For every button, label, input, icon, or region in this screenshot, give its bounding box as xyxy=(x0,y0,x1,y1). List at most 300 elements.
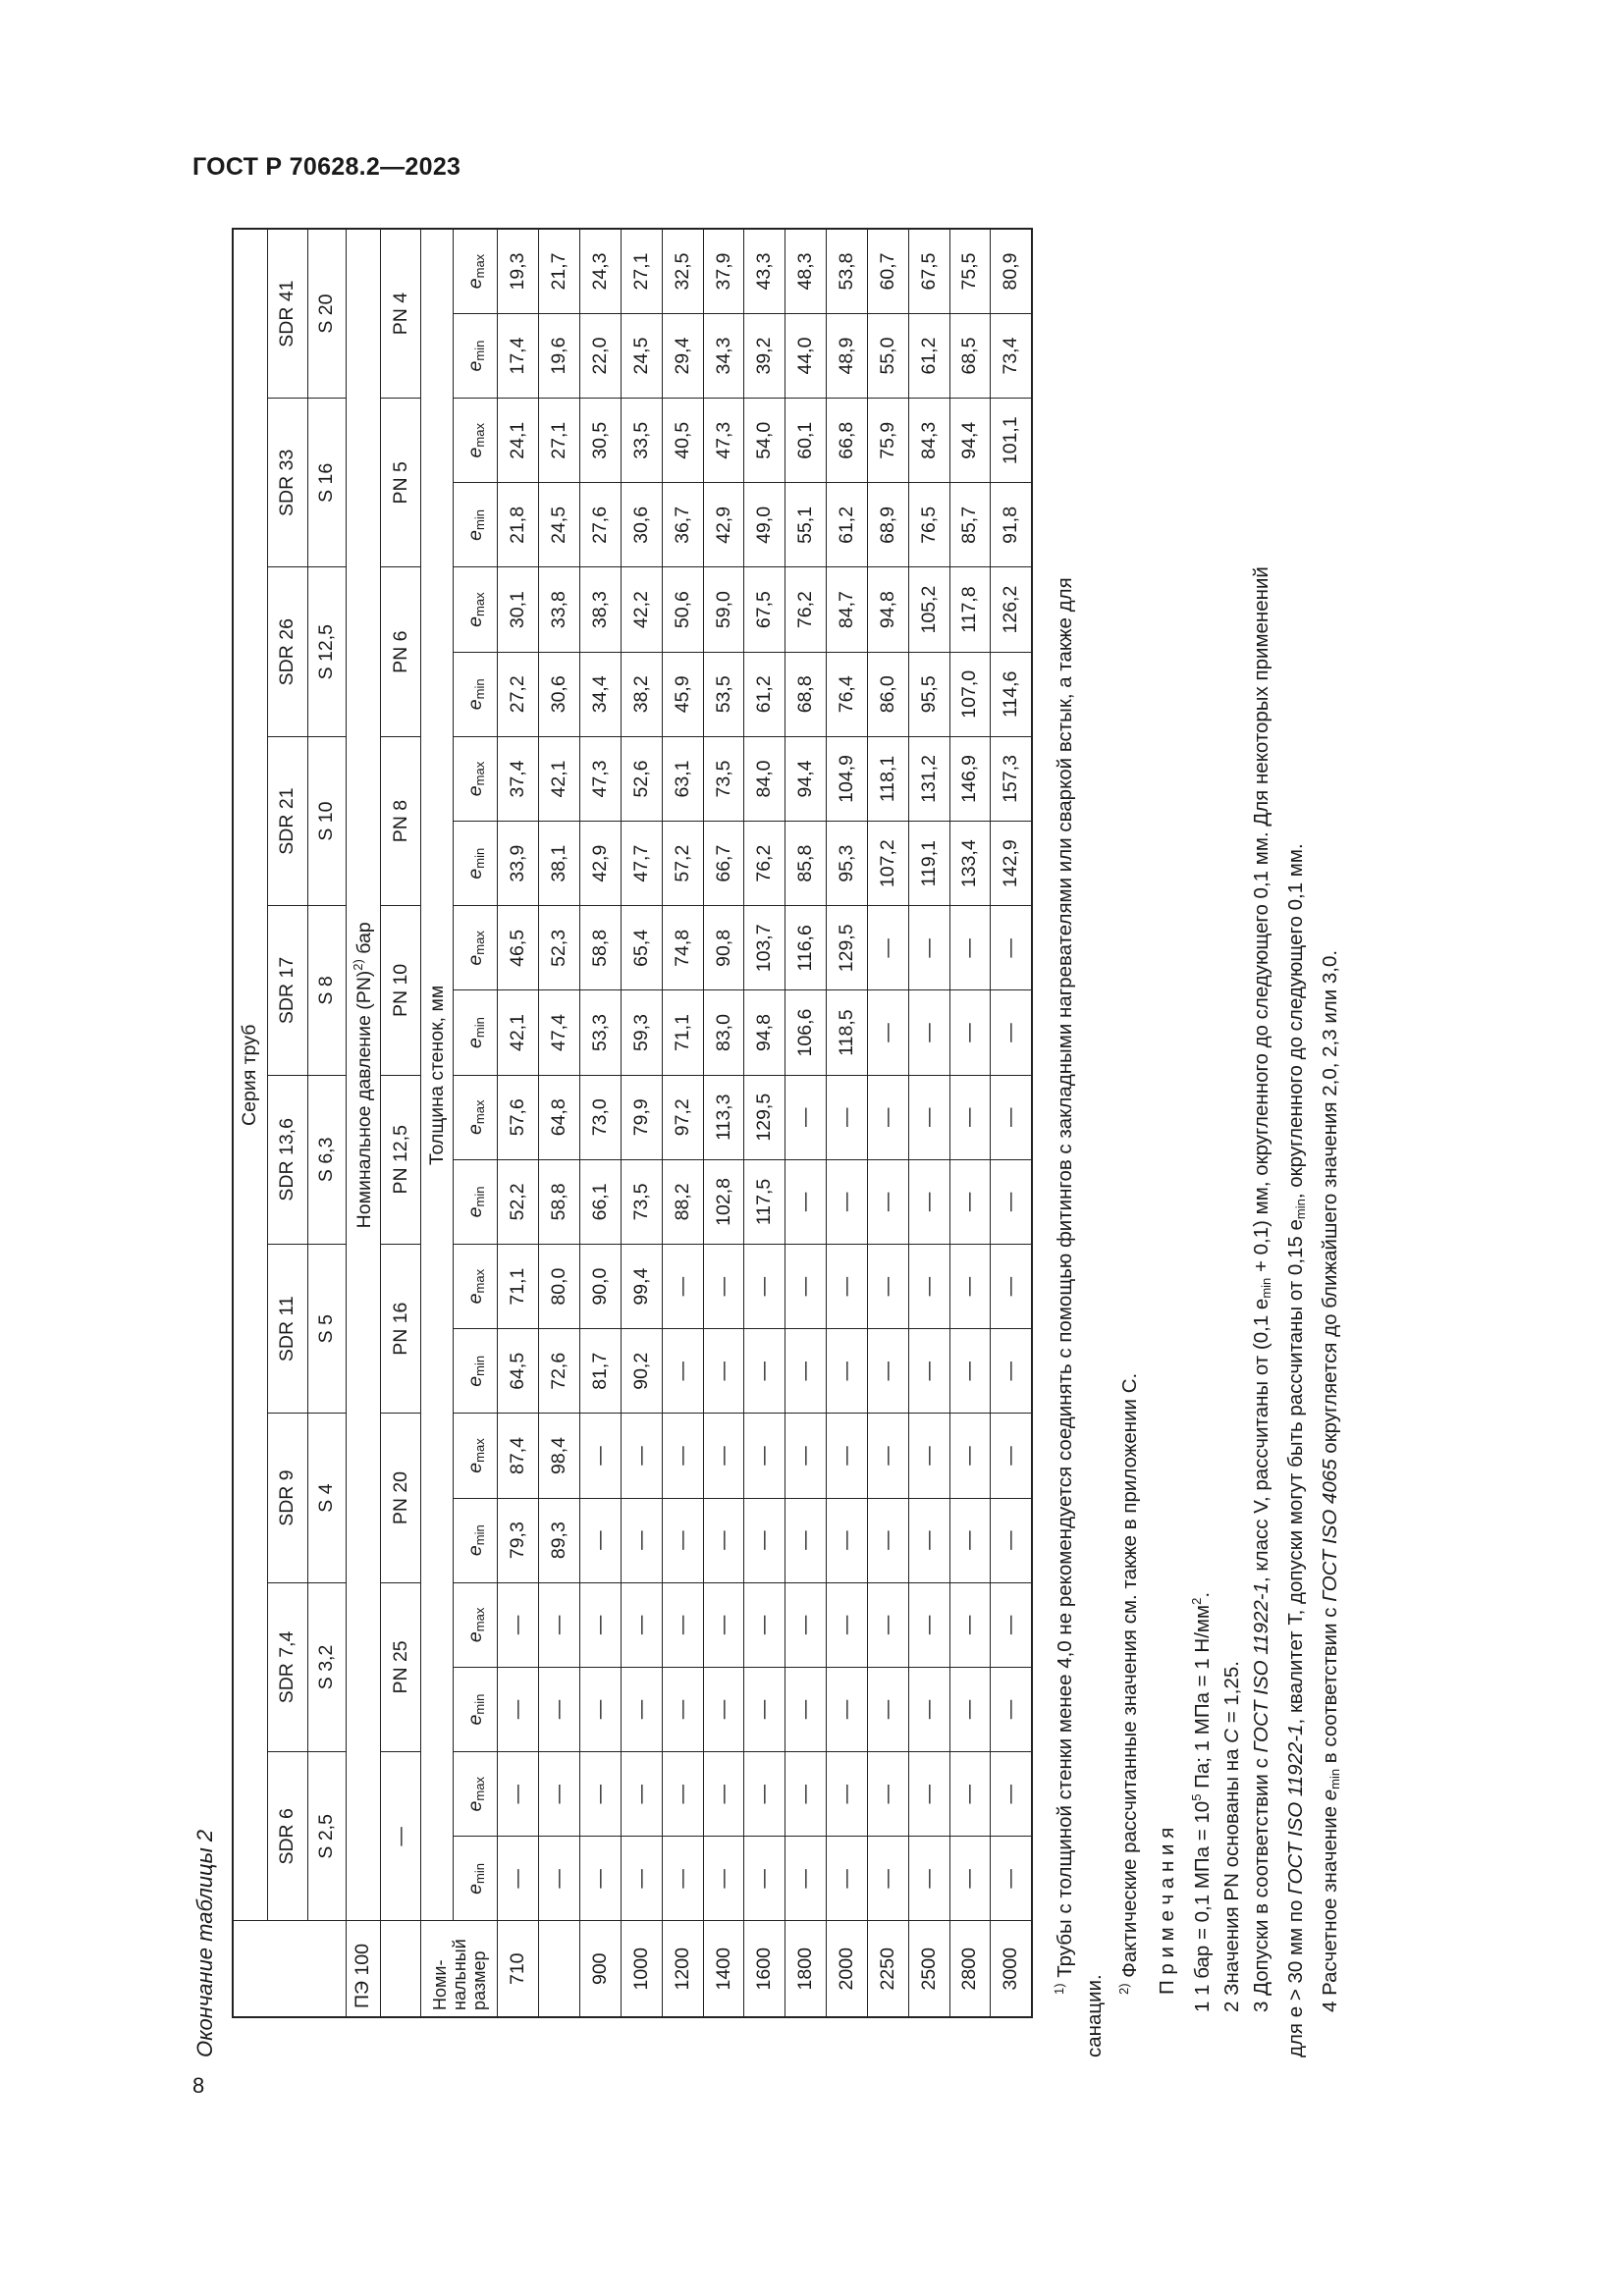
thickness-cell: 24,5 xyxy=(539,483,580,567)
nominal-size-cell: 1200 xyxy=(662,1921,703,2017)
thickness-cell: 84,7 xyxy=(827,567,868,652)
series-header-row xyxy=(233,229,267,2017)
sdr-cell: SDR 26 xyxy=(267,567,307,736)
thickness-cell: 129,5 xyxy=(744,1075,785,1159)
thickness-cell: 55,0 xyxy=(867,313,908,398)
thickness-cell: 59,3 xyxy=(621,990,662,1075)
thickness-cell: — xyxy=(744,1498,785,1582)
emax-header: $e_{max}$ xyxy=(454,1245,498,1329)
thickness-cell: 42,9 xyxy=(703,483,744,567)
thickness-cell: — xyxy=(703,1414,744,1498)
footnote-1-continuation: санации. xyxy=(1083,1974,1106,2057)
thickness-cell: 146,9 xyxy=(949,736,991,821)
thickness-cell: 52,2 xyxy=(498,1159,539,1244)
thickness-cell: — xyxy=(621,1498,662,1582)
emin-header: $e_{min}$ xyxy=(454,1329,498,1414)
thickness-cell: 61,2 xyxy=(908,313,949,398)
thickness-cell: 17,4 xyxy=(498,313,539,398)
thickness-cell: 79,9 xyxy=(621,1075,662,1159)
thickness-cell: 81,7 xyxy=(580,1329,622,1414)
thickness-cell: 102,8 xyxy=(703,1159,744,1244)
thickness-cell: 37,9 xyxy=(703,229,744,313)
table-row xyxy=(498,229,539,2017)
wall-header-row xyxy=(421,229,454,2017)
thickness-cell: 84,0 xyxy=(744,736,785,821)
s-cell: S 3,2 xyxy=(307,1582,346,1751)
thickness-cell: 68,5 xyxy=(949,313,991,398)
thickness-cell: — xyxy=(908,1414,949,1498)
thickness-cell: 67,5 xyxy=(744,567,785,652)
thickness-cell: 76,4 xyxy=(827,652,868,736)
thickness-cell: — xyxy=(785,1752,827,1837)
thickness-cell: — xyxy=(744,1752,785,1837)
thickness-cell: — xyxy=(744,1837,785,1921)
nominal-size-cell: 710 xyxy=(498,1921,539,2017)
thickness-cell: — xyxy=(867,1245,908,1329)
thickness-cell: 90,0 xyxy=(580,1245,622,1329)
thickness-cell: 47,3 xyxy=(580,736,622,821)
thickness-cell: 60,7 xyxy=(867,229,908,313)
thickness-cell: — xyxy=(991,1414,1032,1498)
thickness-cell: 61,2 xyxy=(827,483,868,567)
thickness-cell: 99,4 xyxy=(621,1245,662,1329)
thickness-cell: — xyxy=(580,1837,622,1921)
thickness-cell: 38,2 xyxy=(621,652,662,736)
thickness-cell: — xyxy=(949,1414,991,1498)
sdr-cell: SDR 21 xyxy=(267,736,307,905)
thickness-cell: 129,5 xyxy=(827,906,868,990)
thickness-cell: 30,6 xyxy=(539,652,580,736)
emax-header: $e_{max}$ xyxy=(454,399,498,483)
thickness-cell: 30,1 xyxy=(498,567,539,652)
thickness-cell: — xyxy=(539,1582,580,1667)
thickness-cell: — xyxy=(580,1667,622,1751)
thickness-cell: — xyxy=(908,1329,949,1414)
note-4: 4 Расчетное значение $e_{min}$ в соответствии с ГОСТ ISO 4065 округляется до ближайшего значения 2,0, 2,3 или 3,0. xyxy=(1319,949,1342,2012)
thickness-cell: 49,0 xyxy=(744,483,785,567)
pn-cell: PN 5 xyxy=(380,399,420,567)
thickness-cell: — xyxy=(991,1498,1032,1582)
table-row xyxy=(662,229,703,2017)
emax-header: $e_{max}$ xyxy=(454,567,498,652)
thickness-cell: 73,5 xyxy=(621,1159,662,1244)
thickness-cell: 47,7 xyxy=(621,822,662,906)
thickness-cell: 64,8 xyxy=(539,1075,580,1159)
thickness-cell: — xyxy=(949,1837,991,1921)
thickness-cell: 38,1 xyxy=(539,822,580,906)
thickness-cell: 114,6 xyxy=(991,652,1032,736)
thickness-cell: — xyxy=(580,1498,622,1582)
thickness-cell: 22,0 xyxy=(580,313,622,398)
emin-header: $e_{min}$ xyxy=(454,990,498,1075)
thickness-cell: 95,5 xyxy=(908,652,949,736)
nominal-size-cell: 1800 xyxy=(785,1921,827,2017)
thickness-cell: 27,6 xyxy=(580,483,622,567)
thickness-cell: 27,1 xyxy=(621,229,662,313)
pn-cell: PN 10 xyxy=(380,906,420,1075)
thickness-cell: — xyxy=(991,1159,1032,1244)
thickness-cell: 24,5 xyxy=(621,313,662,398)
thickness-cell: 42,2 xyxy=(621,567,662,652)
thickness-cell: — xyxy=(580,1414,622,1498)
thickness-cell: 21,8 xyxy=(498,483,539,567)
thickness-cell: 76,2 xyxy=(785,567,827,652)
thickness-cell: 29,4 xyxy=(662,313,703,398)
thickness-cell: 84,3 xyxy=(908,399,949,483)
sdr-cell: SDR 13,6 xyxy=(267,1075,307,1244)
thickness-cell: 80,0 xyxy=(539,1245,580,1329)
thickness-cell: 88,2 xyxy=(662,1159,703,1244)
thickness-cell: — xyxy=(621,1667,662,1751)
pn-cell: PN 20 xyxy=(380,1414,420,1582)
sdr-cell: SDR 7,4 xyxy=(267,1582,307,1751)
thickness-cell: 90,2 xyxy=(621,1329,662,1414)
table-row xyxy=(580,229,622,2017)
sdr-cell: SDR 9 xyxy=(267,1414,307,1582)
thickness-cell: — xyxy=(991,990,1032,1075)
thickness-cell: — xyxy=(785,1498,827,1582)
pn-row xyxy=(380,229,420,2017)
thickness-cell: 119,1 xyxy=(908,822,949,906)
thickness-cell: 27,2 xyxy=(498,652,539,736)
emin-header: $e_{min}$ xyxy=(454,822,498,906)
pn-cell: PN 16 xyxy=(380,1245,420,1414)
thickness-cell: 66,1 xyxy=(580,1159,622,1244)
thickness-cell: 94,4 xyxy=(949,399,991,483)
table-row xyxy=(908,229,949,2017)
thickness-cell: — xyxy=(785,1582,827,1667)
thickness-cell: 50,6 xyxy=(662,567,703,652)
pressure-header-row xyxy=(346,229,380,2017)
thickness-cell: 19,6 xyxy=(539,313,580,398)
footnote-1: $^{1)}$ Трубы с толщиной стенки менее 4,0 не рекомендуется соединять с помощью фитингов с закладными нагревателями или сваркой встык, а также для xyxy=(1052,577,1076,1995)
thickness-cell: 21,7 xyxy=(539,229,580,313)
nominal-size-header: Номи-нальный размер xyxy=(421,1921,498,2017)
thickness-cell: 107,2 xyxy=(867,822,908,906)
thickness-cell: 68,9 xyxy=(867,483,908,567)
thickness-cell: 24,3 xyxy=(580,229,622,313)
thickness-cell: — xyxy=(949,1245,991,1329)
thickness-cell: — xyxy=(744,1414,785,1498)
thickness-cell: 45,9 xyxy=(662,652,703,736)
thickness-cell: — xyxy=(703,1752,744,1837)
thickness-cell: 60,1 xyxy=(785,399,827,483)
thickness-cell: 54,0 xyxy=(744,399,785,483)
thickness-cell: — xyxy=(621,1837,662,1921)
thickness-cell: 76,2 xyxy=(744,822,785,906)
emax-header: $e_{max}$ xyxy=(454,906,498,990)
sdr-cell: SDR 33 xyxy=(267,399,307,567)
thickness-cell: — xyxy=(580,1752,622,1837)
thickness-cell: 68,8 xyxy=(785,652,827,736)
note-2: 2 Значения PN основаны на C = 1,25. xyxy=(1220,1661,1243,2012)
thickness-cell: 32,5 xyxy=(662,229,703,313)
thickness-cell: — xyxy=(785,1329,827,1414)
emin-header: $e_{min}$ xyxy=(454,1159,498,1244)
document-header: ГОСТ Р 70628.2—2023 xyxy=(192,153,461,181)
thickness-cell: — xyxy=(908,1837,949,1921)
thickness-cell: — xyxy=(949,1667,991,1751)
series-header: Серия труб xyxy=(233,229,267,1921)
rotated-page-content xyxy=(192,230,1342,2057)
thickness-cell: 117,8 xyxy=(949,567,991,652)
emin-header: $e_{min}$ xyxy=(454,1667,498,1751)
thickness-cell: — xyxy=(744,1667,785,1751)
thickness-cell: — xyxy=(867,1752,908,1837)
thickness-cell: 133,4 xyxy=(949,822,991,906)
s-cell: S 5 xyxy=(307,1245,346,1414)
thickness-cell: 36,7 xyxy=(662,483,703,567)
thickness-cell: — xyxy=(662,1752,703,1837)
thickness-cell: 73,0 xyxy=(580,1075,622,1159)
thickness-cell: 89,3 xyxy=(539,1498,580,1582)
table-row xyxy=(703,229,744,2017)
thickness-cell: — xyxy=(908,906,949,990)
thickness-cell: 105,2 xyxy=(908,567,949,652)
thickness-cell: — xyxy=(867,1075,908,1159)
thickness-cell: 85,7 xyxy=(949,483,991,567)
emax-header: $e_{max}$ xyxy=(454,1414,498,1498)
thickness-cell: 48,3 xyxy=(785,229,827,313)
table-row xyxy=(827,229,868,2017)
thickness-cell: 142,9 xyxy=(991,822,1032,906)
thickness-cell: — xyxy=(498,1752,539,1837)
footnote-2: $^{2)}$ Фактические рассчитанные значения см. также в приложении С. xyxy=(1116,1372,1141,1995)
thickness-cell: 33,8 xyxy=(539,567,580,652)
nominal-size-cell: 2250 xyxy=(867,1921,908,2017)
thickness-cell: — xyxy=(785,1075,827,1159)
nominal-size-cell: 3000 xyxy=(991,1921,1032,2017)
thickness-cell: — xyxy=(949,1075,991,1159)
thickness-cell: — xyxy=(991,1837,1032,1921)
thickness-cell: 59,0 xyxy=(703,567,744,652)
pn-blank-cell xyxy=(380,1921,420,2017)
thickness-cell: 30,6 xyxy=(621,483,662,567)
thickness-cell: 101,1 xyxy=(991,399,1032,483)
nominal-size-cell: 2000 xyxy=(827,1921,868,2017)
thickness-cell: 94,4 xyxy=(785,736,827,821)
thickness-cell: — xyxy=(908,1245,949,1329)
thickness-cell: 52,3 xyxy=(539,906,580,990)
thickness-cell: 42,1 xyxy=(539,736,580,821)
thickness-cell: 72,6 xyxy=(539,1329,580,1414)
thickness-cell: — xyxy=(827,1159,868,1244)
thickness-cell: — xyxy=(744,1245,785,1329)
thickness-cell: — xyxy=(991,1582,1032,1667)
thickness-cell: 53,5 xyxy=(703,652,744,736)
thickness-cell: 97,2 xyxy=(662,1075,703,1159)
thickness-cell: — xyxy=(498,1837,539,1921)
thickness-cell: — xyxy=(908,1075,949,1159)
thickness-cell: 55,1 xyxy=(785,483,827,567)
thickness-cell: 71,1 xyxy=(662,990,703,1075)
s-row xyxy=(307,229,346,2017)
nominal-size-cell: 900 xyxy=(580,1921,622,2017)
thickness-cell: 47,3 xyxy=(703,399,744,483)
thickness-cell: 118,5 xyxy=(827,990,868,1075)
thickness-cell: — xyxy=(703,1498,744,1582)
thickness-cell: — xyxy=(662,1582,703,1667)
thickness-cell: — xyxy=(703,1837,744,1921)
thickness-cell: 42,9 xyxy=(580,822,622,906)
pn-cell: PN 4 xyxy=(380,229,420,399)
thickness-cell: 75,5 xyxy=(949,229,991,313)
s-cell: S 4 xyxy=(307,1414,346,1582)
table-row xyxy=(621,229,662,2017)
sdr-cell: SDR 17 xyxy=(267,906,307,1075)
thickness-cell: 73,4 xyxy=(991,313,1032,398)
thickness-cell: 47,4 xyxy=(539,990,580,1075)
thickness-cell: — xyxy=(621,1414,662,1498)
s-cell: S 20 xyxy=(307,229,346,399)
wall-thickness-header: Толщина стенок, мм xyxy=(421,229,454,1921)
thickness-cell: 73,5 xyxy=(703,736,744,821)
thickness-cell: — xyxy=(662,1498,703,1582)
thickness-cell: — xyxy=(827,1582,868,1667)
nominal-size-cell: 2500 xyxy=(908,1921,949,2017)
thickness-cell: — xyxy=(498,1582,539,1667)
thickness-cell: 46,5 xyxy=(498,906,539,990)
thickness-cell: — xyxy=(827,1498,868,1582)
emin-emax-row xyxy=(454,229,498,2017)
thickness-cell: 57,6 xyxy=(498,1075,539,1159)
thickness-cell: — xyxy=(827,1329,868,1414)
thickness-cell: — xyxy=(539,1667,580,1751)
thickness-cell: 113,3 xyxy=(703,1075,744,1159)
s-cell: S 16 xyxy=(307,399,346,567)
corner-cell xyxy=(233,1921,346,2017)
thickness-cell: — xyxy=(621,1752,662,1837)
thickness-cell: — xyxy=(703,1582,744,1667)
thickness-cell: — xyxy=(662,1837,703,1921)
emin-header: $e_{min}$ xyxy=(454,483,498,567)
thickness-cell: 90,8 xyxy=(703,906,744,990)
emax-header: $e_{max}$ xyxy=(454,736,498,821)
emax-header: $e_{max}$ xyxy=(454,1075,498,1159)
sdr-cell: SDR 6 xyxy=(267,1752,307,1921)
thickness-cell: — xyxy=(908,1159,949,1244)
thickness-cell: — xyxy=(827,1752,868,1837)
thickness-cell: — xyxy=(621,1582,662,1667)
thickness-cell: 80,9 xyxy=(991,229,1032,313)
thickness-cell: — xyxy=(949,1582,991,1667)
s-cell: S 8 xyxy=(307,906,346,1075)
thickness-cell: — xyxy=(908,1498,949,1582)
thickness-cell: — xyxy=(867,1667,908,1751)
pressure-header: Номинальное давление (PN)$^{2)}$ бар xyxy=(346,229,380,1921)
thickness-cell: 58,8 xyxy=(539,1159,580,1244)
table-row xyxy=(949,229,991,2017)
thickness-cell: — xyxy=(991,906,1032,990)
thickness-cell: 63,1 xyxy=(662,736,703,821)
page-number: 8 xyxy=(192,2073,205,2098)
thickness-cell: 67,5 xyxy=(908,229,949,313)
thickness-cell: — xyxy=(867,990,908,1075)
s-cell: S 2,5 xyxy=(307,1752,346,1921)
emax-header: $e_{max}$ xyxy=(454,1752,498,1837)
thickness-cell: — xyxy=(827,1245,868,1329)
thickness-cell: 71,1 xyxy=(498,1245,539,1329)
thickness-cell: — xyxy=(867,1329,908,1414)
s-cell: S 12,5 xyxy=(307,567,346,736)
thickness-cell: — xyxy=(991,1329,1032,1414)
thickness-cell: 40,5 xyxy=(662,399,703,483)
thickness-cell: — xyxy=(662,1414,703,1498)
thickness-cell: 64,5 xyxy=(498,1329,539,1414)
thickness-cell: 86,0 xyxy=(867,652,908,736)
thickness-cell: — xyxy=(949,990,991,1075)
thickness-cell: 24,1 xyxy=(498,399,539,483)
thickness-cell: — xyxy=(949,1329,991,1414)
thickness-cell: 87,4 xyxy=(498,1414,539,1498)
thickness-cell: 38,3 xyxy=(580,567,622,652)
thickness-cell: — xyxy=(785,1667,827,1751)
thickness-cell: — xyxy=(498,1667,539,1751)
thickness-cell: 58,8 xyxy=(580,906,622,990)
thickness-cell: 83,0 xyxy=(703,990,744,1075)
thickness-cell: — xyxy=(580,1582,622,1667)
thickness-cell: 53,3 xyxy=(580,990,622,1075)
s-cell: S 10 xyxy=(307,736,346,905)
table-caption: Окончание таблицы 2 xyxy=(192,1829,217,2057)
thickness-cell: — xyxy=(703,1245,744,1329)
thickness-cell: — xyxy=(827,1667,868,1751)
thickness-cell: 57,2 xyxy=(662,822,703,906)
table-row xyxy=(867,229,908,2017)
sdr-row xyxy=(267,229,307,2017)
s-cell: S 6,3 xyxy=(307,1075,346,1244)
thickness-cell: 39,2 xyxy=(744,313,785,398)
thickness-cell: 65,4 xyxy=(621,906,662,990)
thickness-cell: 66,8 xyxy=(827,399,868,483)
thickness-cell: 76,5 xyxy=(908,483,949,567)
table-page xyxy=(192,230,1342,2057)
thickness-cell: 42,1 xyxy=(498,990,539,1075)
thickness-cell: 30,5 xyxy=(580,399,622,483)
thickness-cell: 91,8 xyxy=(991,483,1032,567)
thickness-cell: 98,4 xyxy=(539,1414,580,1498)
thickness-cell: 157,3 xyxy=(991,736,1032,821)
emin-header: $e_{min}$ xyxy=(454,1837,498,1921)
pn-cell: PN 6 xyxy=(380,567,420,736)
thickness-cell: 103,7 xyxy=(744,906,785,990)
thickness-cell: 33,5 xyxy=(621,399,662,483)
note-3: 3 Допуски в соответствии с ГОСТ ISO 11922-1, класс V, рассчитаны от (0,1 $e_{min} + 0,1$) мм, округленного до следующего 0,1 мм. Для некоторых применений xyxy=(1250,566,1273,2012)
thickness-cell: 131,2 xyxy=(908,736,949,821)
table-row xyxy=(744,229,785,2017)
thickness-cell: 27,1 xyxy=(539,399,580,483)
emax-header: $e_{max}$ xyxy=(454,1582,498,1667)
thickness-cell: 74,8 xyxy=(662,906,703,990)
thickness-cell: 48,9 xyxy=(827,313,868,398)
sdr-cell: SDR 41 xyxy=(267,229,307,399)
notes-title: П р и м е ч а н и я xyxy=(1156,1827,1178,1995)
thickness-cell: 52,6 xyxy=(621,736,662,821)
thickness-cell: 85,8 xyxy=(785,822,827,906)
nominal-size-cell: 1400 xyxy=(703,1921,744,2017)
thickness-cell: 66,7 xyxy=(703,822,744,906)
pn-cell: PN 25 xyxy=(380,1582,420,1751)
thickness-cell: 95,3 xyxy=(827,822,868,906)
thickness-cell: — xyxy=(949,1498,991,1582)
thickness-cell: 117,5 xyxy=(744,1159,785,1244)
thickness-cell: — xyxy=(785,1245,827,1329)
thickness-cell: 19,3 xyxy=(498,229,539,313)
pn-cell: — xyxy=(380,1752,420,1921)
thickness-cell: — xyxy=(867,1414,908,1498)
thickness-cell: — xyxy=(867,1498,908,1582)
thickness-cell: — xyxy=(949,1752,991,1837)
